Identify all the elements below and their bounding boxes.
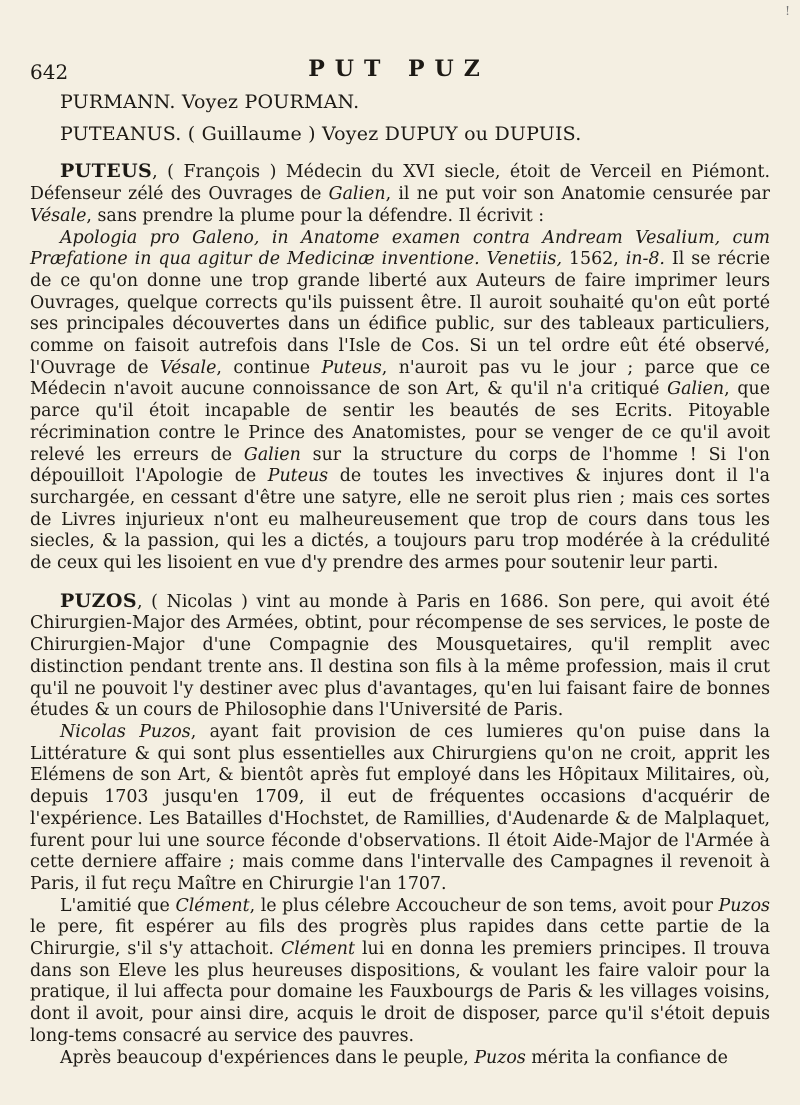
entry-puzos: [30, 591, 770, 1069]
puzos-paragraph-4: Après beaucoup d'expériences dans le peuple, Puzos mérita la confiance de: [60, 1047, 728, 1068]
puzos-paragraph-3: L'amitié que Clément, le plus célebre Accoucheur de son tems, avoit pour Puzos le pere, fit espérer au fils des progrès plus rapides dans cette partie de la Chirurgie, s'il s'y attachoit. Clément lui en donna les premiers principes. Il trouva dans son Eleve les plus heureuses dispositions, & voulant les faire valoir pour la pratique, il lui affecta pour domaine les Fauxbourgs de Paris & les villages voisins, dont il avoit, pour ainsi dire, acquis le droit de disposer, parce qu'il s'étoit depuis long-tems consacré au service des pauvres.: [30, 895, 770, 1046]
entry-headword: PUTEUS: [60, 160, 153, 183]
entry-puteus: [30, 161, 770, 574]
puzos-paragraph-2: Nicolas Puzos, ayant fait provision de ces lumieres qu'on puise dans la Littérature & qui sont plus essentielles aux Chirurgiens qu'on ne croit, apprit les Elémens de son Art, & bientôt après fut employé dans les Hôpitaux Militaires, où, depuis 1703 jusqu'en 1709, il eut de fréquentes occasions d'acquérir de l'expérience. Les Batailles d'Hochstet, de Ramillies, d'Audenarde & de Malplaquet, furent pour lui une source féconde d'observations. Il étoit Aide-Major de l'Armée à cette derniere affaire ; mais comme dans l'intervalle des Campagnes il revenoit à Paris, il fut reçu Maître en Chirurgie l'an 1707.: [30, 721, 770, 894]
page-edge-mark: !: [785, 4, 790, 18]
puteus-paragraph-1: PUTEUS, ( François ) Médecin du XVI siecle, étoit de Verceil en Piémont. Défenseur zélé des Ouvrages de Galien, il ne put voir son Anatomie censurée par Vésale, sans prendre la plume pour la défendre. Il écrivit :: [30, 160, 770, 226]
page-body: [30, 92, 770, 1069]
entry-purmann: PURMANN. Voyez POURMAN.: [60, 91, 360, 113]
page-header: [28, 56, 770, 86]
puteus-paragraph-2: Apologia pro Galeno, in Anatome examen contra Andream Vesalium, cum Præfatione in qua agitur de Medicinæ inventione. Venetiis, 1562, in-8. Il se récrie de ce qu'on donne une trop grande liberté aux Auteurs de faire imprimer leurs Ouvrages, quelque corrects qu'ils puissent être. Il auroit souhaité qu'on eût porté ses principales découvertes dans un édifice public, sur des tableaux particuliers, comme on faisoit autrefois dans l'Isle de Cos. Si un tel ordre eût été observé, l'Ouvrage de Vésale, continue Puteus, n'auroit pas vu le jour ; parce que ce Médecin n'avoit aucune connoissance de son Art, & qu'il n'a critiqué Galien, que parce qu'il étoit incapable de sentir les beautés de ses Ecrits. Pitoyable récrimination contre le Prince des Anatomistes, pour se venger de ce qu'il avoit relevé les erreurs de Galien sur la structure du corps de l'homme ! Si l'on dépouilloit l'Apologie de Puteus de toutes les invectives & injures dont il l'a surchargée, en cessant d'être une satyre, elle ne seroit plus rien ; mais ces sortes de Livres injurieux n'ont eu malheureusement que trop de cours dans tous les siecles, & la passion, qui les a dictés, a toujours paru trop modérée à la crédulité de ceux qui les lisoient en vue d'y prendre des armes pour soutenir leur parti.: [30, 227, 770, 574]
book-title: Apologia pro Galeno, in Anatome examen contra Andream Vesalium, cum Præfatione in qua agitur de Medicinæ inventione. Venetiis,: [30, 227, 770, 270]
entry-puteanus: PUTEANUS. ( Guillaume ) Voyez DUPUY ou DUPUIS.: [60, 122, 582, 145]
entry-headword: PUZOS: [60, 589, 137, 612]
running-head: PUT PUZ: [308, 56, 490, 82]
puzos-paragraph-1: PUZOS, ( Nicolas ) vint au monde à Paris en 1686. Son pere, qui avoit été Chirurgien-Major des Armées, obtint, pour récompense de ses services, le poste de Chirurgien-Major d'une Compagnie des Mousquetaires, qu'il remplit avec distinction pendant trente ans. Il destina son fils à la même profession, mais il crut qu'il ne pouvoit l'y destiner avec plus d'avantages, qu'en lui faisant faire de bonnes études & un cours de Philosophie dans l'Université de Paris.: [30, 589, 770, 721]
page-number: 642: [30, 60, 69, 84]
